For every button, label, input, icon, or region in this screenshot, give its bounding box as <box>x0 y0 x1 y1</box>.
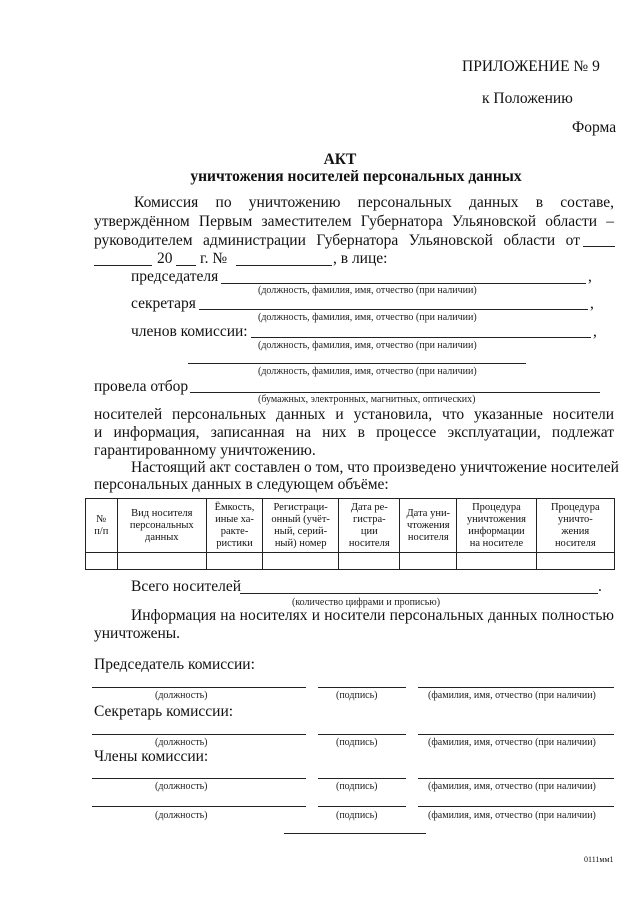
member2-position-line <box>92 806 306 807</box>
table-header-cell <box>117 499 207 553</box>
members-signature-title: Члены комиссии: <box>94 748 209 765</box>
total-label: Всего носителей <box>131 578 242 595</box>
table-header-text: персональных <box>129 519 194 531</box>
table-header-cell <box>339 499 400 553</box>
table-header-text: жения <box>561 525 590 537</box>
member2-name-caption: (фамилия, имя, отчество (при наличии) <box>428 810 596 821</box>
chairman-position-caption: (должность) <box>155 690 208 701</box>
secretary-position-caption: (должность) <box>155 737 208 748</box>
member2-position-caption: (должность) <box>155 810 208 821</box>
selection-line-3: гарантированному уничтожению. <box>94 442 316 459</box>
members-caption-2: (должность, фамилия, имя, отчество (при наличии) <box>258 366 477 377</box>
table-header-text: ристики <box>216 537 253 549</box>
member1-name-caption: (фамилия, имя, отчество (при наличии) <box>428 781 596 792</box>
footer-code: 0111мм1 <box>584 855 614 864</box>
table-header-text: ный) номер <box>274 537 327 549</box>
chairman-position-line <box>92 687 306 688</box>
date-day-line <box>583 246 615 247</box>
table-header-text: ции <box>360 525 378 537</box>
member2-name-line <box>418 806 614 807</box>
secretary-position-line <box>92 734 306 735</box>
total-period: . <box>598 578 602 595</box>
table-header-text: носителя <box>407 531 449 543</box>
table-header-text: гистра- <box>352 513 386 525</box>
destroyed-line-1: Информация на носителях и носители персональных данных полностью <box>131 607 614 624</box>
secretary-comma: , <box>590 295 594 312</box>
chairman-signature-title: Председатель комиссии: <box>94 656 255 673</box>
regulation-label: к Положению <box>482 90 573 107</box>
secretary-signature-title: Секретарь комиссии: <box>94 703 234 720</box>
secretary-name-caption: (фамилия, имя, отчество (при наличии) <box>428 737 596 748</box>
chairman-name-caption: (фамилия, имя, отчество (при наличии) <box>428 690 596 701</box>
table-header-text: уничтожения <box>466 513 526 525</box>
member1-signature-line <box>318 778 406 779</box>
table-header-text: Процедура <box>472 501 521 513</box>
table-header-text: онный (учёт- <box>271 513 330 525</box>
members-line-1 <box>251 337 591 338</box>
members-caption-1: (должность, фамилия, имя, отчество (при наличии) <box>258 340 477 351</box>
table-header-text: Дата ре- <box>350 501 388 513</box>
table-header-cell <box>400 499 457 553</box>
members-comma: , <box>593 323 597 340</box>
table-header-text: Регистраци- <box>273 501 328 513</box>
table-header-text: Дата уни- <box>406 507 451 519</box>
statement-line-1: Настоящий акт составлен о том, что произведено уничтожение носителей <box>131 459 619 476</box>
secretary-signature-caption: (подпись) <box>336 737 378 748</box>
statement-line-2: персональных данных в следующем объёме: <box>94 476 389 493</box>
table-header-text: данных <box>145 531 179 543</box>
table-header-text: ный, серий- <box>274 525 328 537</box>
table-header-text: п/п <box>94 525 109 537</box>
table-header-cell <box>457 499 536 553</box>
table-header-text: на носителе <box>469 537 524 549</box>
member2-signature-line <box>318 806 406 807</box>
selection-label: провела отбор <box>94 378 189 395</box>
table-row <box>86 553 615 570</box>
chairman-caption: (должность, фамилия, имя, отчество (при наличии) <box>258 285 477 296</box>
total-line <box>240 593 598 594</box>
total-caption: (количество цифрами и прописью) <box>292 597 441 608</box>
table-header-text: носителя <box>348 537 390 549</box>
secretary-line <box>199 309 588 310</box>
table-header-cell <box>86 499 118 553</box>
secretary-label: секретаря <box>131 295 196 312</box>
date-year-line <box>176 265 196 266</box>
table-header-cell <box>207 499 263 553</box>
destruction-table <box>85 498 615 570</box>
chairman-comma: , <box>588 268 592 285</box>
form-label: Форма <box>572 119 617 136</box>
table-header-text: Процедура <box>550 501 600 513</box>
closing-line <box>284 833 426 834</box>
member1-position-caption: (должность) <box>155 781 208 792</box>
table-header-text: чтожения <box>407 519 450 531</box>
selection-line-1: носителей персональных данных и установила, что указанные носители <box>94 406 614 423</box>
member2-signature-caption: (подпись) <box>336 810 378 821</box>
secretary-signature-line <box>318 734 406 735</box>
table-header-text: ракте- <box>220 525 249 537</box>
member1-position-line <box>92 778 306 779</box>
member1-signature-caption: (подпись) <box>336 781 378 792</box>
date-month-line <box>94 265 152 266</box>
chairman-name-line <box>418 687 614 688</box>
intro-line-2: утверждённом Первым заместителем Губернатора Ульяновской области – <box>94 213 614 230</box>
intro-end: , в лице: <box>333 250 388 267</box>
appendix-label: ПРИЛОЖЕНИЕ № 9 <box>462 58 600 75</box>
selection-line <box>190 392 600 393</box>
destroyed-line-2: уничтожены. <box>94 625 181 642</box>
table-header-text: Вид носителя <box>131 507 193 519</box>
number-line <box>236 265 332 266</box>
chairman-label: председателя <box>131 268 219 285</box>
table-header-row <box>86 499 615 553</box>
intro-line-1: Комиссия по уничтожению персональных данных в составе, <box>134 194 614 211</box>
chairman-signature-caption: (подпись) <box>336 690 378 701</box>
table-header-text: иные ха- <box>215 513 254 525</box>
table-header-text: Ёмкость, <box>214 501 255 513</box>
member1-name-line <box>418 778 614 779</box>
table-header-text: информации <box>468 525 525 537</box>
intro-line-3: руководителем администрации Губернатора Ульяновской области от <box>94 232 580 249</box>
number-label: г. № <box>200 250 228 267</box>
chairman-line <box>221 283 586 284</box>
table-header-text: носителя <box>554 537 596 549</box>
selection-caption: (бумажных, электронных, магнитных, оптических) <box>258 394 476 405</box>
selection-line-2: и информация, записанная на них в процессе эксплуатации, подлежат <box>94 424 614 441</box>
chairman-signature-line <box>318 687 406 688</box>
document-subtitle: уничтожения носителей персональных данных <box>190 168 522 185</box>
secretary-name-line <box>418 734 614 735</box>
members-label: членов комиссии: <box>131 323 248 340</box>
document-title: АКТ <box>323 151 357 168</box>
secretary-caption: (должность, фамилия, имя, отчество (при наличии) <box>258 312 477 323</box>
table-header-text: № <box>96 513 107 525</box>
table-header-cell <box>536 499 614 553</box>
table-header-text: уничто- <box>557 513 593 525</box>
date-year-prefix: 20 <box>157 250 173 267</box>
members-line-2 <box>188 363 526 364</box>
table-header-cell <box>262 499 338 553</box>
